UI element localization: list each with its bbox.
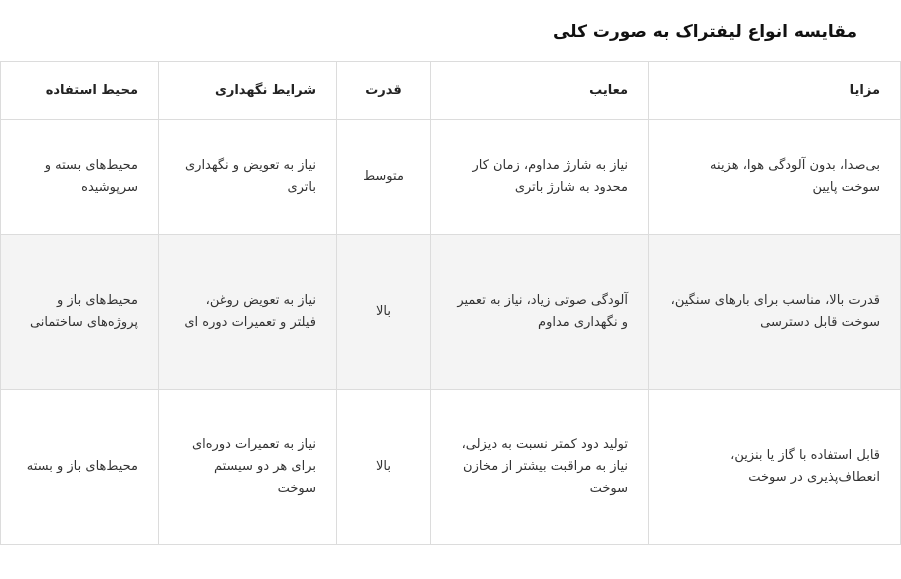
page-title: مقایسه انواع لیفتراک به صورت کلی [552, 22, 857, 42]
comparison-table [0, 61, 901, 545]
cell-maintenance: نیاز به تعویض و نگهداری باتری [159, 120, 337, 235]
cell-maintenance: نیاز به تعمیرات دوره‌ای برای هر دو سیستم سوخت [159, 390, 337, 545]
cell-disadvantages: تولید دود کمتر نسبت به دیزلی، نیاز به مراقبت بیشتر از مخازن سوخت [431, 390, 649, 545]
cell-advantages: قابل استفاده با گاز یا بنزین، انعطاف‌پذیری در سوخت [649, 390, 901, 545]
header-power: قدرت [337, 62, 431, 120]
cell-advantages: بی‌صدا، بدون آلودگی هوا، هزینه سوخت پایین [649, 120, 901, 235]
cell-environment: محیط‌های باز و پروژه‌های ساختمانی [1, 235, 159, 390]
cell-advantages: قدرت بالا، مناسب برای بارهای سنگین، سوخت قابل دسترسی [649, 235, 901, 390]
table-row [1, 120, 901, 235]
header-disadvantages: معایب [431, 62, 649, 120]
cell-environment: محیط‌های بسته و سرپوشیده [1, 120, 159, 235]
cell-disadvantages: نیاز به شارژ مداوم، زمان کار محدود به شارژ باتری [431, 120, 649, 235]
table-row [1, 235, 901, 390]
header-advantages: مزایا [649, 62, 901, 120]
cell-power: بالا [337, 235, 431, 390]
cell-maintenance: نیاز به تعویض روغن، فیلتر و تعمیرات دوره ای [159, 235, 337, 390]
table-row [1, 390, 901, 545]
cell-disadvantages: آلودگی صوتی زیاد، نیاز به تعمیر و نگهداری مداوم [431, 235, 649, 390]
table-header-row [1, 62, 901, 120]
comparison-table-container [0, 61, 900, 545]
cell-power: بالا [337, 390, 431, 545]
header-environment: محیط استفاده [1, 62, 159, 120]
cell-power: متوسط [337, 120, 431, 235]
cell-environment: محیط‌های باز و بسته [1, 390, 159, 545]
header-maintenance: شرایط نگهداری [159, 62, 337, 120]
